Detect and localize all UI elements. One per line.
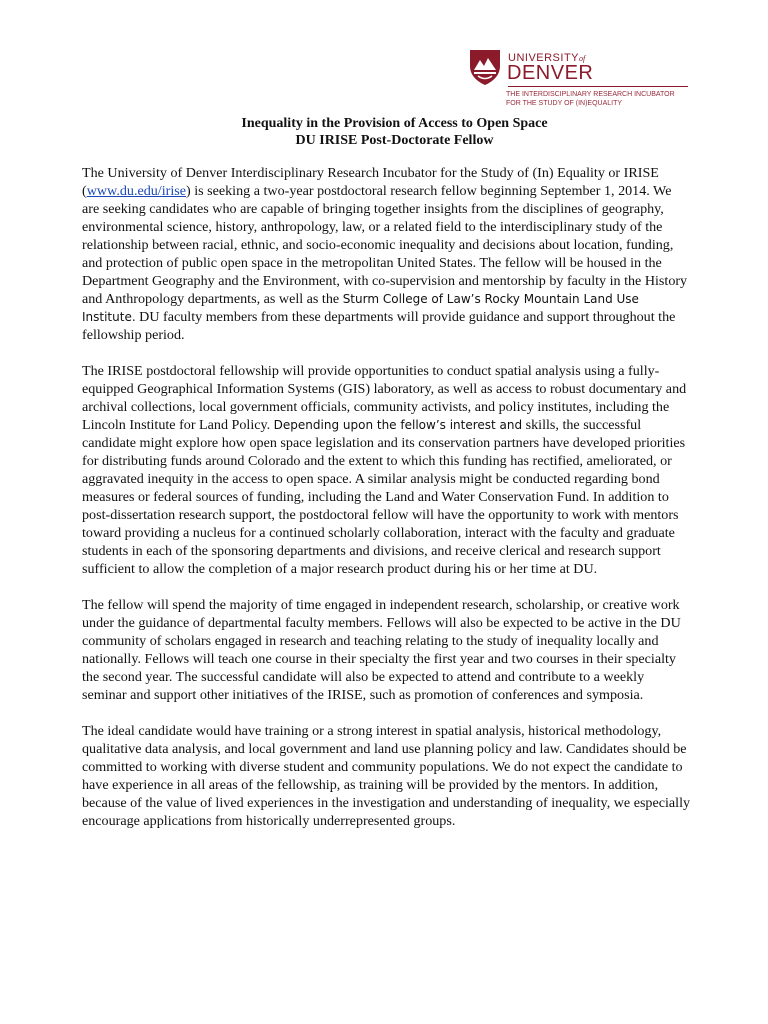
logo-divider [508, 86, 688, 87]
law-institute-text: Sturm College of Law’s Rocky Mountain Land Use Institute. [82, 292, 639, 324]
university-logo [466, 46, 688, 112]
paragraph-2: The IRISE postdoctoral fellowship will provide opportunities to conduct spatial analysis using a fully-equipped Geographical Information Systems (GIS) laboratory, as well as access to robust documentary and archival collections, local government officials, community activists, and policy institutes, including the Lincoln Institute for Land Policy. Depending upon the fellow’s interest and skills, the successful candidate might explore how open space legislation and its conservation partners have developed priorities for distributing funds around Colorado and the extent to which this funding has rectified, ameliorated, or aggravated inequity in the access to open space. A similar analysis might be conducted regarding bond measures or federal sources of funding, including the Land and Water Conservation Fund. In addition to post-dissertation research support, the postdoctoral fellow will have the opportunity to work with mentors toward providing a nucleus for a continued scholarly collaboration, interact with the faculty and graduate students in each of the sponsoring departments and divisions, and receive clerical and research support sufficient to allow the completion of a major research product during his or her time at DU. [82, 363, 687, 577]
logo-denver-text: DENVER [507, 62, 594, 84]
paragraph-3: The fellow will spend the majority of time engaged in independent research, scholarship, or creative work under the guidance of departmental faculty members. Fellows will also be expected to be active in the DU community of scholars engaged in research and teaching relating to the study of inequality locally and nationally. Fellows will teach one course in their specialty the first year and two courses in their specialty the second year. The successful candidate will also be expected to attend and contribute to a weekly seminar and support other initiatives of the IRISE, such as promotion of conferences and symposia. [82, 597, 681, 703]
paragraph-1: The University of Denver Interdisciplinary Research Incubator for the Study of (In) Equality or IRISE (www.du.edu/irise) is seeking a two-year postdoctoral research fellow beginning September 1, 2014. We are seeking candidates who are capable of bringing together insights from the disciplines of geography, environmental science, history, anthropology, law, or a related field to the interdisciplinary study of the relationship between racial, ethnic, and socio-economic inequality and decisions about location, funding, and protection of public open space in the metropolitan United States. The fellow will be housed in the Department Geography and the Environment, with co-supervision and mentorship by faculty in the History and Anthropology departments, as well as the Sturm College of Law’s Rocky Mountain Land Use Institute. DU faculty members from these departments will provide guidance and support throughout the fellowship period. [82, 165, 688, 343]
document-body [82, 164, 692, 848]
title-line-2: DU IRISE Post-Doctorate Fellow [295, 133, 494, 148]
irise-website-link[interactable]: www.du.edu/irise [86, 183, 186, 199]
university-shield-icon [468, 48, 502, 86]
logo-subtitle-line-1: THE INTERDISCIPLINARY RESEARCH INCUBATOR [506, 91, 675, 98]
document-title [0, 115, 768, 149]
logo-subtitle-line-2: FOR THE STUDY OF (IN)EQUALITY [506, 100, 623, 107]
paragraph-4: The ideal candidate would have training or a strong interest in spatial analysis, historical methodology, qualitative data analysis, and local government and land use planning policy and law. Candidates should be committed to working with diverse student and community populations. We do not expect the candidate to have experience in all areas of the fellowship, as training will be provided by the mentors. In addition, because of the value of lived experiences in the investigation and understanding of inequality, we especially encourage applications from historically underrepresented groups. [82, 723, 691, 829]
logo-university-text: UNIVERSITYof [508, 52, 586, 64]
title-line-1: Inequality in the Provision of Access to Open Space [241, 116, 548, 131]
fellow-interest-text: Depending upon the fellow’s interest and [273, 418, 523, 432]
